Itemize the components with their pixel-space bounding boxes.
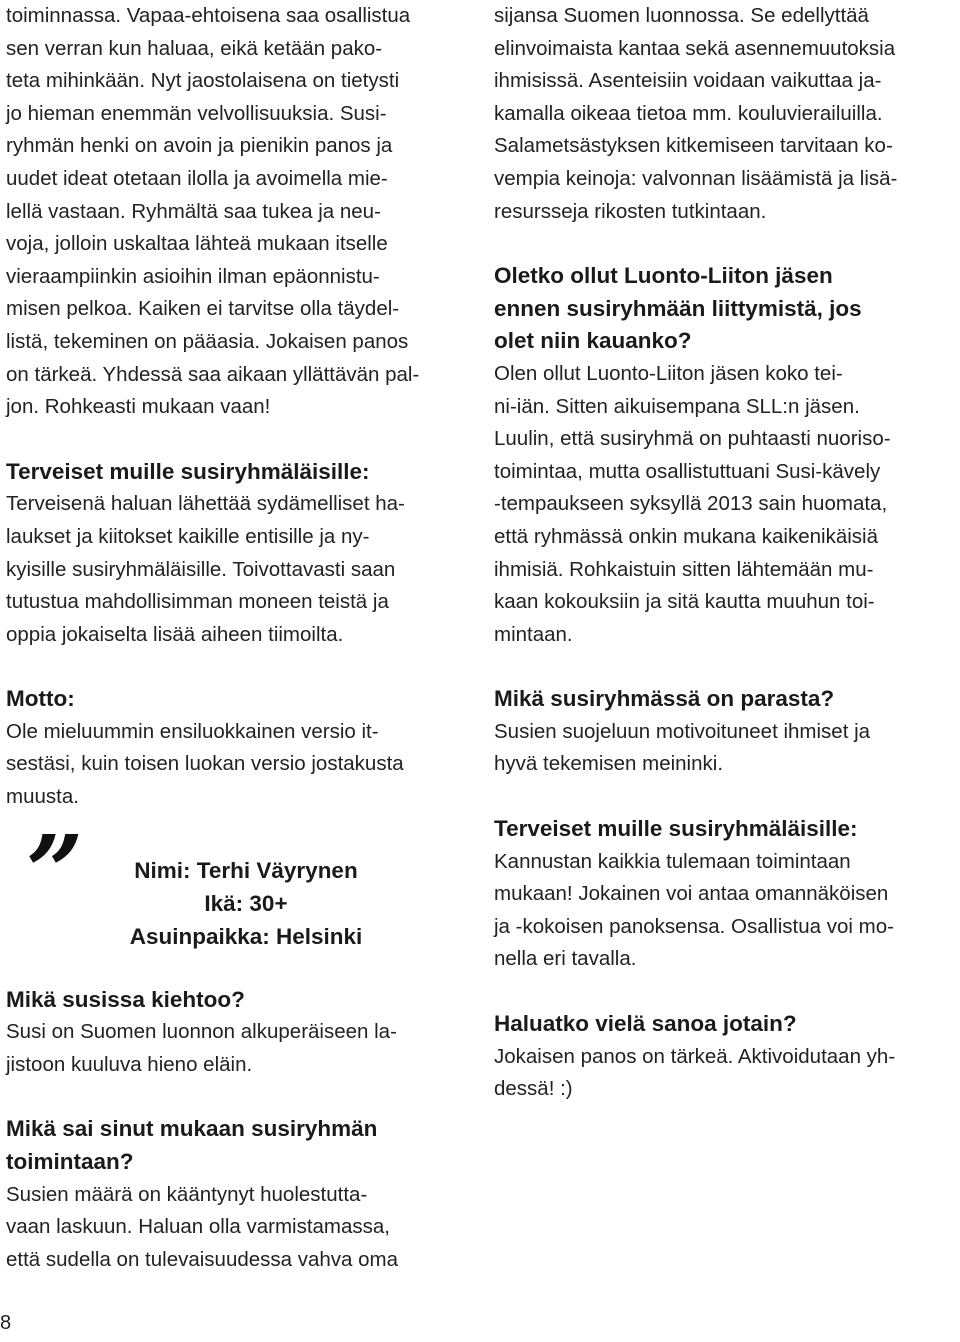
spacer — [6, 424, 476, 456]
q2-heading: Mikä sai sinut mukaan susiryhmän toimintaan? — [6, 1116, 378, 1175]
page-number: 8 — [0, 1312, 12, 1334]
q5-answer: Kannustan kaikkia tulemaan toimintaan mukaan! Jokainen voi antaa omannäköisen ja -kokoisen panoksensa. Osallistua voi mo- nella eri tavalla. — [494, 849, 894, 971]
spacer — [494, 651, 956, 683]
profile-block — [6, 812, 476, 984]
profile-location: Asuinpaikka: Helsinki — [129, 923, 363, 949]
q5-heading: Terveiset muille susiryhmäläisille: — [494, 816, 858, 842]
q6-heading: Haluatko vielä sanoa jotain? — [494, 1011, 797, 1037]
intro-paragraph: toiminnassa. Vapaa-ehtoisena saa osallistua sen verran kun haluaa, eikä ketään pako- teta mihinkään. Nyt jaostolaisena on tietysti jo hieman enemmän velvollisuuksia. Susi- ryhmän henki on avoin ja pienikin panos ja uudet ideat otetaan ilolla ja avoimella mie- lellä vastaan. Ryhmältä saa tukea ja neu- voja, jolloin uskaltaa lähteä mukaan itselle vieraampiinkin asioihin ilman epäonnistu- misen pelkoa. Kaiken ei tarvitse olla täydel- listä, tekeminen on pääasia. Jokaisen panos on tärkeä. Yhdessä saa aikaan yllättävän pal- jon. Rohkeasti mukaan vaan! — [6, 4, 420, 419]
left-column — [6, 0, 476, 1276]
profile-info — [106, 854, 386, 953]
q3-answer: Olen ollut Luonto-Liiton jäsen koko tei- ni-iän. Sitten aikuisempana SLL:n jäsen. Luulin, että susiryhmä on puhtaasti nuoriso- toimintaa, mutta osallistuttuani Susi-kävely -tempaukseen syksyllä 2013 sain huomata, että ryhmässä onkin mukana kaikenikäisiä ihmisiä. Rohkaistuin sitten lähtemään mu- kaan kokouksiin ja sitä kautta muuhun toi- mintaan. — [494, 361, 891, 646]
greetings-heading: Terveiset muille susiryhmäläisille: — [6, 458, 370, 484]
spacer — [494, 781, 956, 813]
spacer — [494, 228, 956, 260]
profile-age: Ikä: 30+ — [204, 890, 288, 916]
motto-paragraph: Ole mieluummin ensiluokkainen versio it- sestäsi, kuin toisen luokan versio jostakusta muusta. — [6, 719, 404, 809]
motto-heading: Motto: — [6, 686, 75, 712]
q3-heading: Oletko ollut Luonto-Liiton jäsen ennen susiryhmään liittymistä, jos olet niin kauanko? — [494, 263, 862, 354]
spacer — [494, 976, 956, 1008]
continuation-paragraph: sijansa Suomen luonnossa. Se edellyttää elinvoimaista kantaa sekä asennemuutoksia ihmisissä. Asenteisiin voidaan vaikuttaa ja- kamalla oikeaa tietoa mm. kouluvierailuilla. Salametsästyksen kitkemiseen tarvitaan ko- vempia keinoja: valvonnan lisäämistä ja lisä- resursseja rikosten tutkintaan. — [494, 4, 898, 223]
q6-answer: Jokaisen panos on tärkeä. Aktivoidutaan yh- dessä! :) — [494, 1044, 896, 1101]
q4-heading: Mikä susiryhmässä on parasta? — [494, 686, 835, 712]
spacer — [6, 1081, 476, 1113]
q1-answer: Susi on Suomen luonnon alkuperäiseen la- jistoon kuuluva hieno eläin. — [6, 1020, 397, 1076]
right-column — [494, 0, 956, 1106]
q4-answer: Susien suojeluun motivoituneet ihmiset ja hyvä tekemisen meininki. — [494, 719, 871, 776]
q1-heading: Mikä susissa kiehtoo? — [6, 986, 245, 1012]
spacer — [6, 651, 476, 683]
profile-name: Nimi: Terhi Väyrynen — [134, 857, 358, 883]
q2-answer: Susien määrä on kääntynyt huolestutta- vaan laskuun. Haluan olla varmistamassa, että sudella on tulevaisuudessa vahva oma — [6, 1182, 399, 1271]
greetings-paragraph: Terveisenä haluan lähettää sydämelliset ha- laukset ja kiitokset kaikille entisille ja ny- kyisille susiryhmäläisille. Toivottavasti saan tutustua mahdollisimman moneen teistä ja oppia jokaiselta lisää aiheen tiimoilta. — [6, 492, 405, 646]
quotation-mark-icon: ” — [26, 812, 78, 931]
